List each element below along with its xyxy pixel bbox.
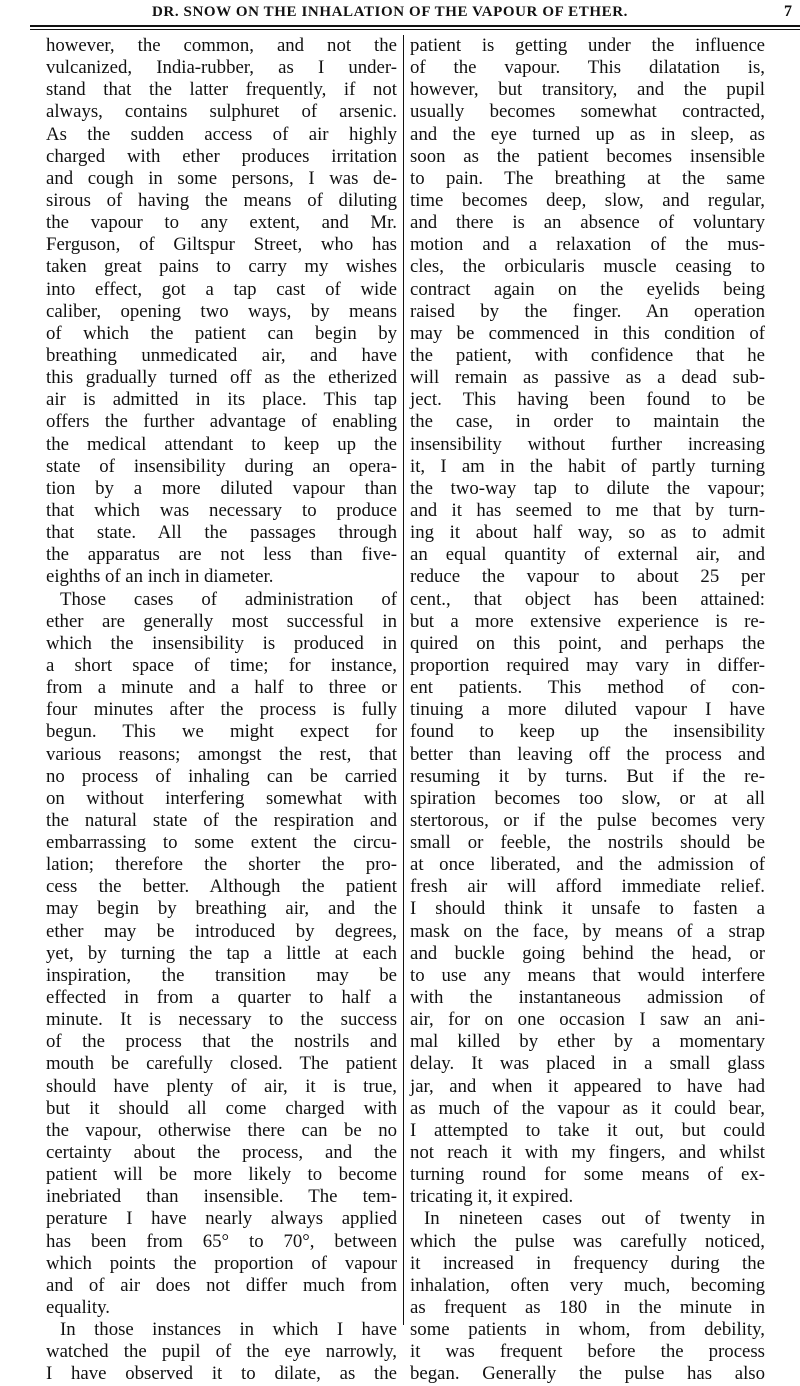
text-line: however, but transitory, and the pupil xyxy=(410,79,765,101)
text-line: stand that the latter frequently, if not xyxy=(46,79,397,101)
text-line: four minutes after the process is fully xyxy=(46,699,397,721)
text-line: reduce the vapour to about 25 per xyxy=(410,566,765,588)
text-line: and there is an absence of voluntary xyxy=(410,212,765,234)
text-line: inhalation, often very much, becoming xyxy=(410,1274,765,1296)
text-line: sirous of having the means of diluting xyxy=(46,189,397,211)
text-line: offers the further advantage of enabling xyxy=(46,411,397,433)
text-line: ent patients. This method of con- xyxy=(410,677,765,699)
text-line: charged with ether produces irritation xyxy=(46,145,397,167)
text-line: the patient, with confidence that he xyxy=(410,344,765,366)
text-line: usually becomes somewhat contracted, xyxy=(410,101,765,123)
text-line: mal killed by ether by a momentary xyxy=(410,1031,765,1053)
text-line: jar, and when it appeared to have had xyxy=(410,1075,765,1097)
text-line: of which the patient can begin by xyxy=(46,322,397,344)
text-line: insensibility without further increasing xyxy=(410,433,765,455)
running-head: DR. SNOW ON THE INHALATION OF THE VAPOUR OF ETHER. xyxy=(151,4,629,20)
text-line: at once liberated, and the admission of xyxy=(410,854,765,876)
text-line: turning round for some means of ex- xyxy=(410,1164,765,1186)
text-line: the case, in order to maintain the xyxy=(410,411,765,433)
text-line: cles, the orbicularis muscle ceasing to xyxy=(410,256,765,278)
text-line: the vapour, otherwise there can be no xyxy=(46,1119,397,1141)
text-line: mask on the face, by means of a strap xyxy=(410,920,765,942)
text-line: perature I have nearly always applied xyxy=(46,1208,397,1230)
text-line: motion and a relaxation of the mus- xyxy=(410,234,765,256)
text-line: some patients in whom, from debility, xyxy=(410,1319,765,1341)
text-line: small or feeble, the nostrils should be xyxy=(410,832,765,854)
text-line: as much of the vapour as it could bear, xyxy=(410,1097,765,1119)
text-line: began. Generally the pulse has also xyxy=(410,1363,765,1385)
text-line: into effect, got a tap cast of wide xyxy=(46,278,397,300)
header-rule-thin xyxy=(30,29,800,30)
text-line: contract again on the eyelids being xyxy=(410,278,765,300)
text-line: tion by a more diluted vapour than xyxy=(46,477,397,499)
text-line: better than leaving off the process and xyxy=(410,743,765,765)
text-line: quired on this point, and perhaps the xyxy=(410,632,765,654)
text-line: of the process that the nostrils and xyxy=(46,1031,397,1053)
text-line: various reasons; amongst the rest, that xyxy=(46,743,397,765)
text-line: no process of inhaling can be carried xyxy=(46,765,397,787)
text-line: and buckle going behind the head, or xyxy=(410,942,765,964)
right-column xyxy=(410,35,765,1386)
header-rule-thick xyxy=(30,25,800,27)
text-line: found to keep up the insensibility xyxy=(410,721,765,743)
text-line: proportion required may vary in differ- xyxy=(410,654,765,676)
text-line: ing it about half way, so as to admit xyxy=(410,522,765,544)
text-line: breathing unmedicated air, and have xyxy=(46,344,397,366)
text-line: should have plenty of air, it is true, xyxy=(46,1075,397,1097)
text-line: ject. This having been found to be xyxy=(410,389,765,411)
text-line: that which was necessary to produce xyxy=(46,499,397,521)
text-line: and cough in some persons, I was de- xyxy=(46,167,397,189)
text-line: and of air does not differ much from xyxy=(46,1274,397,1296)
text-line: it was frequent before the process xyxy=(410,1341,765,1363)
text-line: always, contains sulphuret of arsenic. xyxy=(46,101,397,123)
text-line: the apparatus are not less than five- xyxy=(46,544,397,566)
text-line: and the eye turned up as in sleep, as xyxy=(410,123,765,145)
text-line: inebriated than insensible. The tem- xyxy=(46,1186,397,1208)
text-line: an equal quantity of external air, and xyxy=(410,544,765,566)
text-line: yet, by turning the tap a little at each xyxy=(46,942,397,964)
text-line: In nineteen cases out of twenty in xyxy=(424,1208,765,1230)
left-column xyxy=(46,35,397,1386)
text-line: has been from 65° to 70°, between xyxy=(46,1230,397,1252)
text-line: In those instances in which I have xyxy=(60,1319,397,1341)
text-line: that state. All the passages through xyxy=(46,522,397,544)
text-line: Ferguson, of Giltspur Street, who has xyxy=(46,234,397,256)
text-line: of the vapour. This dilatation is, xyxy=(410,57,765,79)
text-line: and it has seemed to me that by turn- xyxy=(410,499,765,521)
text-line: stertorous, or if the pulse becomes very xyxy=(410,809,765,831)
text-line: it, I am in the habit of partly turning xyxy=(410,455,765,477)
text-line: tricating it, it expired. xyxy=(410,1186,574,1208)
text-line: cess the better. Although the patient xyxy=(46,876,397,898)
text-line: this gradually turned off as the etherized xyxy=(46,367,397,389)
text-line: begun. This we might expect for xyxy=(46,721,397,743)
text-line: state of insensibility during an opera- xyxy=(46,455,397,477)
text-line: but a more extensive experience is re- xyxy=(410,610,765,632)
text-line: the two-way tap to dilute the vapour; xyxy=(410,477,765,499)
text-line: may be commenced in this condition of xyxy=(410,322,765,344)
text-line: as frequent as 180 in the minute in xyxy=(410,1297,765,1319)
text-line: taken great pains to carry my wishes xyxy=(46,256,397,278)
text-line: the vapour to any extent, and Mr. xyxy=(46,212,397,234)
text-line: not reach it with my fingers, and whilst xyxy=(410,1142,765,1164)
text-line: however, the common, and not the xyxy=(46,35,397,56)
text-line: patient will be more likely to become xyxy=(46,1164,397,1186)
page-number: 7 xyxy=(784,3,792,20)
text-line: watched the pupil of the eye narrowly, xyxy=(46,1341,397,1363)
text-line: may begin by breathing air, and the xyxy=(46,898,397,920)
text-line: I should think it unsafe to fasten a xyxy=(410,898,765,920)
text-line: with the instantaneous admission of xyxy=(410,987,765,1009)
text-line: which points the proportion of vapour xyxy=(46,1252,397,1274)
text-line: will remain as passive as a dead sub- xyxy=(410,367,765,389)
text-line: vulcanized, India-rubber, as I under- xyxy=(46,57,397,79)
text-line: resuming it by turns. But if the re- xyxy=(410,765,765,787)
text-line: which the pulse was carefully noticed, xyxy=(410,1230,765,1252)
text-line: air is admitted in its place. This tap xyxy=(46,389,397,411)
text-line: the medical attendant to keep up the xyxy=(46,433,397,455)
text-line: delay. It was placed in a small glass xyxy=(410,1053,765,1075)
text-line: caliber, opening two ways, by means xyxy=(46,300,397,322)
text-line: fresh air will afford immediate relief. xyxy=(410,876,765,898)
text-line: patient is getting under the influence xyxy=(410,35,765,56)
text-line: equality. xyxy=(46,1297,110,1319)
text-line: cent., that object has been attained: xyxy=(410,588,765,610)
text-line: ether may be introduced by degrees, xyxy=(46,920,397,942)
text-line: on without interfering somewhat with xyxy=(46,787,397,809)
text-line: mouth be carefully closed. The patient xyxy=(46,1053,397,1075)
text-line: it increased in frequency during the xyxy=(410,1252,765,1274)
text-line: minute. It is necessary to the success xyxy=(46,1009,397,1031)
text-line: spiration becomes too slow, or at all xyxy=(410,787,765,809)
text-line: Those cases of administration of xyxy=(60,588,397,610)
text-line: lation; therefore the shorter the pro- xyxy=(46,854,397,876)
text-line: time becomes deep, slow, and regular, xyxy=(410,189,765,211)
text-line: but it should all come charged with xyxy=(46,1097,397,1119)
text-line: to use any means that would interfere xyxy=(410,964,765,986)
text-line: the natural state of the respiration and xyxy=(46,809,397,831)
text-line: certainty about the process, and the xyxy=(46,1142,397,1164)
text-line: effected in from a quarter to half a xyxy=(46,987,397,1009)
page-header xyxy=(30,0,800,28)
text-line: a short space of time; for instance, xyxy=(46,654,397,676)
text-line: which the insensibility is produced in xyxy=(46,632,397,654)
text-line: embarrassing to some extent the circu- xyxy=(46,832,397,854)
text-line: air, for on one occasion I saw an ani- xyxy=(410,1009,765,1031)
text-line: I have observed it to dilate, as the xyxy=(46,1363,397,1385)
text-line: As the sudden access of air highly xyxy=(46,123,397,145)
text-line: from a minute and a half to three or xyxy=(46,677,397,699)
text-line: to pain. The breathing at the same xyxy=(410,167,765,189)
text-line: raised by the finger. An operation xyxy=(410,300,765,322)
text-line: inspiration, the transition may be xyxy=(46,964,397,986)
text-line: soon as the patient becomes insensible xyxy=(410,145,765,167)
text-line: tinuing a more diluted vapour I have xyxy=(410,699,765,721)
text-line: ether are generally most successful in xyxy=(46,610,397,632)
text-line: eighths of an inch in diameter. xyxy=(46,566,274,588)
text-line: I attempted to take it out, but could xyxy=(410,1119,765,1141)
column-divider xyxy=(403,35,404,1325)
